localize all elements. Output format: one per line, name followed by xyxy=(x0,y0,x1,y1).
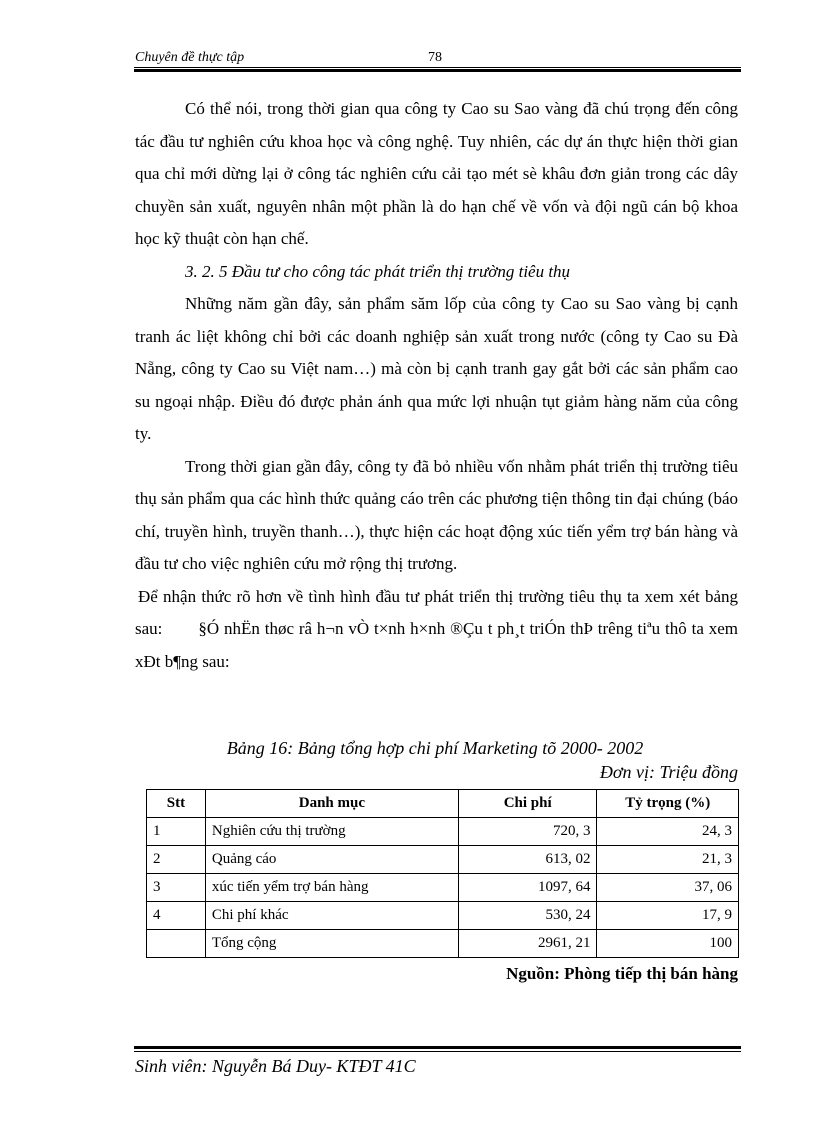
cell-category: xúc tiến yểm trợ bán hàng xyxy=(205,874,458,902)
cell-stt: 3 xyxy=(147,874,206,902)
cell-category: Chi phí khác xyxy=(205,902,458,930)
table-intro-text: Để nhận thức rõ hơn về tình hình đầu tư phát triển thị trường tiêu thụ ta xem xét bảng sau: xyxy=(135,586,738,638)
header-rule-thin xyxy=(134,67,741,68)
cell-category: Nghiên cứu thị trường xyxy=(205,818,458,846)
footer-rule-thin xyxy=(134,1051,741,1052)
cell-share: 21, 3 xyxy=(597,846,739,874)
cell-stt: 4 xyxy=(147,902,206,930)
body-text xyxy=(135,93,738,678)
table-total-row xyxy=(147,930,739,958)
cell-stt xyxy=(147,930,206,958)
cell-share: 37, 06 xyxy=(597,874,739,902)
header-title: Chuyên đề thực tập xyxy=(135,50,245,65)
header-rule-thick xyxy=(134,69,741,72)
cell-cost: 1097, 64 xyxy=(458,874,597,902)
table-row xyxy=(147,846,739,874)
header-stt: Stt xyxy=(147,790,206,818)
page-number: 78 xyxy=(428,50,442,65)
marketing-cost-table xyxy=(146,789,739,958)
paragraph-research-investment: Có thể nói, trong thời gian qua công ty Cao su Sao vàng đã chú trọng đến công tác đầu tư nghiên cứu khoa học và công nghệ. Tuy nhiên, các dự án thực hiện thời gian qua chỉ mới dừng lại ở công tác nghiên cứu cải tạo mét sè khâu đơn giản trong các dây chuyền sản xuất, nguyên nhân một phần là do hạn chế về vốn và đội ngũ cán bộ khoa học kỹ thuật còn hạn chế. xyxy=(135,99,738,248)
header-cost: Chi phí xyxy=(458,790,597,818)
cell-category: Quảng cáo xyxy=(205,846,458,874)
cell-total-cost: 2961, 21 xyxy=(458,930,597,958)
footer-author: Sinh viên: Nguyễn Bá Duy- KTĐT 41C xyxy=(135,1056,416,1076)
cell-share: 24, 3 xyxy=(597,818,739,846)
garbled-encoding-text: §Ó nhËn thøc râ h¬n vÒ t×nh h×nh ®Çu t ph¸t triÓn thÞ trêng tiªu thô ta xem xÐt b¶ng sau: xyxy=(135,619,738,671)
table-row xyxy=(147,818,739,846)
table-source: Nguồn: Phòng tiếp thị bán hàng xyxy=(506,964,738,983)
cell-share: 17, 9 xyxy=(597,902,739,930)
paragraph-competition: Những năm gần đây, sản phẩm săm lốp của công ty Cao su Sao vàng bị cạnh tranh ác liệt không chỉ bởi các doanh nghiệp sản xuất trong nước (công ty Cao su Đà Nẵng, công ty Cao su Việt nam…) mà còn bị cạnh tranh gay gắt bởi các sản phẩm cao su ngoại nhập. Điều đó được phản ánh qua mức lợi nhuận tụt giảm hàng năm của công ty. xyxy=(135,294,738,443)
cell-total-share: 100 xyxy=(597,930,739,958)
cell-total-label: Tổng cộng xyxy=(205,930,458,958)
table-row xyxy=(147,874,739,902)
paragraph-table-intro xyxy=(135,581,738,679)
header-category: Danh mục xyxy=(205,790,458,818)
table-caption: Bảng 16: Bảng tổng hợp chi phí Marketing tõ 2000- 2002 xyxy=(226,738,644,758)
cell-cost: 530, 24 xyxy=(458,902,597,930)
cell-cost: 613, 02 xyxy=(458,846,597,874)
cell-stt: 1 xyxy=(147,818,206,846)
table-row xyxy=(147,902,739,930)
footer-rule-thick xyxy=(134,1046,741,1049)
header-share: Tỷ trọng (%) xyxy=(597,790,739,818)
section-heading: 3. 2. 5 Đầu tư cho công tác phát triển thị trường tiêu thụ xyxy=(185,261,571,281)
paragraph-market-development: Trong thời gian gần đây, công ty đã bỏ nhiều vốn nhằm phát triển thị trường tiêu thụ sản phẩm qua các hình thức quảng cáo trên các phương tiện thông tin đại chúng (báo chí, truyền hình, truyền thanh…), thực hiện các hoạt động xúc tiến yểm trợ bán hàng và đầu tư cho việc nghiên cứu mở rộng thị trương. xyxy=(135,456,738,573)
table-unit: Đơn vị: Triệu đồng xyxy=(599,762,738,782)
cell-stt: 2 xyxy=(147,846,206,874)
cell-cost: 720, 3 xyxy=(458,818,597,846)
table-header-row xyxy=(147,790,739,818)
